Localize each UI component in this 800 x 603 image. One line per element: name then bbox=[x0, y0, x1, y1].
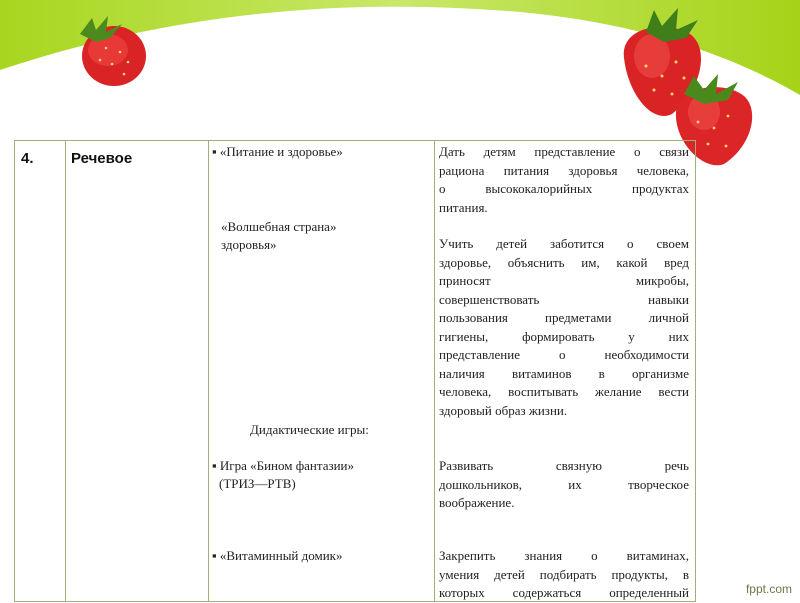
activities-cell bbox=[209, 141, 435, 602]
activity-item-continuation: (ТРИЗ—РТВ) bbox=[219, 476, 296, 491]
activity-item: ▪ Игра «Бином фантазии» bbox=[212, 458, 355, 473]
goal-block: Дать детям представление о связи рациона питания здоровья человека, о высококалорийных продуктах питания. bbox=[439, 144, 689, 215]
strawberry-icon bbox=[66, 10, 150, 88]
row-number: 4. bbox=[15, 141, 66, 602]
goal-block: Развивать связную речь дошкольников, их творческое воображение. bbox=[439, 458, 689, 510]
subject-cell: Речевое bbox=[66, 141, 209, 602]
goals-cell bbox=[435, 141, 696, 602]
watermark: fppt.com bbox=[745, 582, 792, 596]
program-table bbox=[14, 140, 696, 602]
goal-block: Учить детей заботится о своем здоровье, объяснить им, какой вред приносят микробы, совершенствовать навыки пользования предметами личной гигиены, формировать у них представление о необходимости наличия витаминов в организме человека, воспитывать желание вести здоровый образ жизни. bbox=[439, 236, 689, 418]
activity-item: ▪ «Питание и здоровье» bbox=[212, 144, 343, 159]
goal-block: Закрепить знания о витаминах, умения детей подбирать продукты, в которых содержаться определенный bbox=[439, 548, 689, 600]
table-row bbox=[15, 141, 696, 602]
activity-item: ▪ «Витаминный домик» bbox=[212, 548, 343, 563]
games-heading: Дидактические игры: bbox=[250, 422, 369, 437]
activity-item: «Волшебная страна» bbox=[221, 219, 337, 234]
activity-item-continuation: здоровья» bbox=[221, 237, 277, 252]
